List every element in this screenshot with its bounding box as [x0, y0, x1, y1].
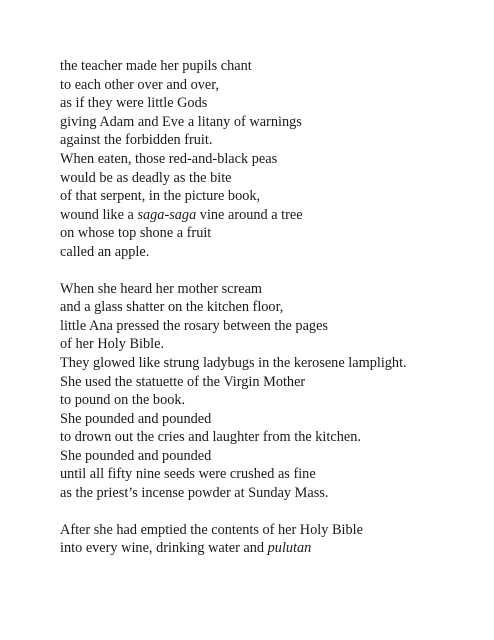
poem-line: When eaten, those red-and-black peas: [60, 150, 278, 167]
stanza-1: [60, 57, 480, 262]
line-text: vine around a tree: [196, 206, 303, 223]
poem-line: They glowed like strung ladybugs in the kerosene lamplight.: [60, 354, 407, 371]
poem-line: When she heard her mother scream: [60, 280, 263, 297]
poem-line: to each other over and over,: [60, 76, 220, 93]
stanza-3: [60, 521, 480, 558]
poem-line: as if they were little Gods: [60, 95, 208, 112]
poem-line: After she had emptied the contents of her Holy Bible: [60, 521, 363, 538]
line-text: into every wine, drinking water and: [60, 540, 268, 557]
poem-line: would be as deadly as the bite: [60, 169, 232, 186]
poem-line: She pounded and pounded: [60, 410, 212, 427]
poem-line: of her Holy Bible.: [60, 336, 165, 353]
poem-line: as the priest’s incense powder at Sunday Mass.: [60, 485, 329, 502]
italic-term: saga-saga: [137, 206, 197, 223]
italic-term: pulutan: [267, 540, 312, 557]
poem-line: giving Adam and Eve a litany of warnings: [60, 113, 302, 130]
poem-page: [60, 57, 480, 576]
poem-line: the teacher made her pupils chant: [60, 58, 252, 74]
poem-line: little Ana pressed the rosary between the pages: [60, 317, 328, 334]
poem-line: [60, 539, 480, 558]
poem-line: [60, 206, 480, 225]
poem-line: on whose top shone a fruit: [60, 225, 212, 242]
line-text: wound like a: [60, 206, 138, 223]
poem-line: and a glass shatter on the kitchen floor,: [60, 299, 284, 316]
poem-line: She pounded and pounded: [60, 447, 212, 464]
poem-line: of that serpent, in the picture book,: [60, 188, 261, 205]
poem-line: against the forbidden fruit.: [60, 132, 213, 149]
poem-line: until all fifty nine seeds were crushed as fine: [60, 466, 316, 483]
stanza-2: [60, 280, 480, 503]
poem-line: to pound on the book.: [60, 392, 186, 409]
poem-line: She used the statuette of the Virgin Mother: [60, 373, 306, 390]
poem-line: to drown out the cries and laughter from the kitchen.: [60, 429, 361, 446]
poem-line: called an apple.: [60, 243, 150, 260]
